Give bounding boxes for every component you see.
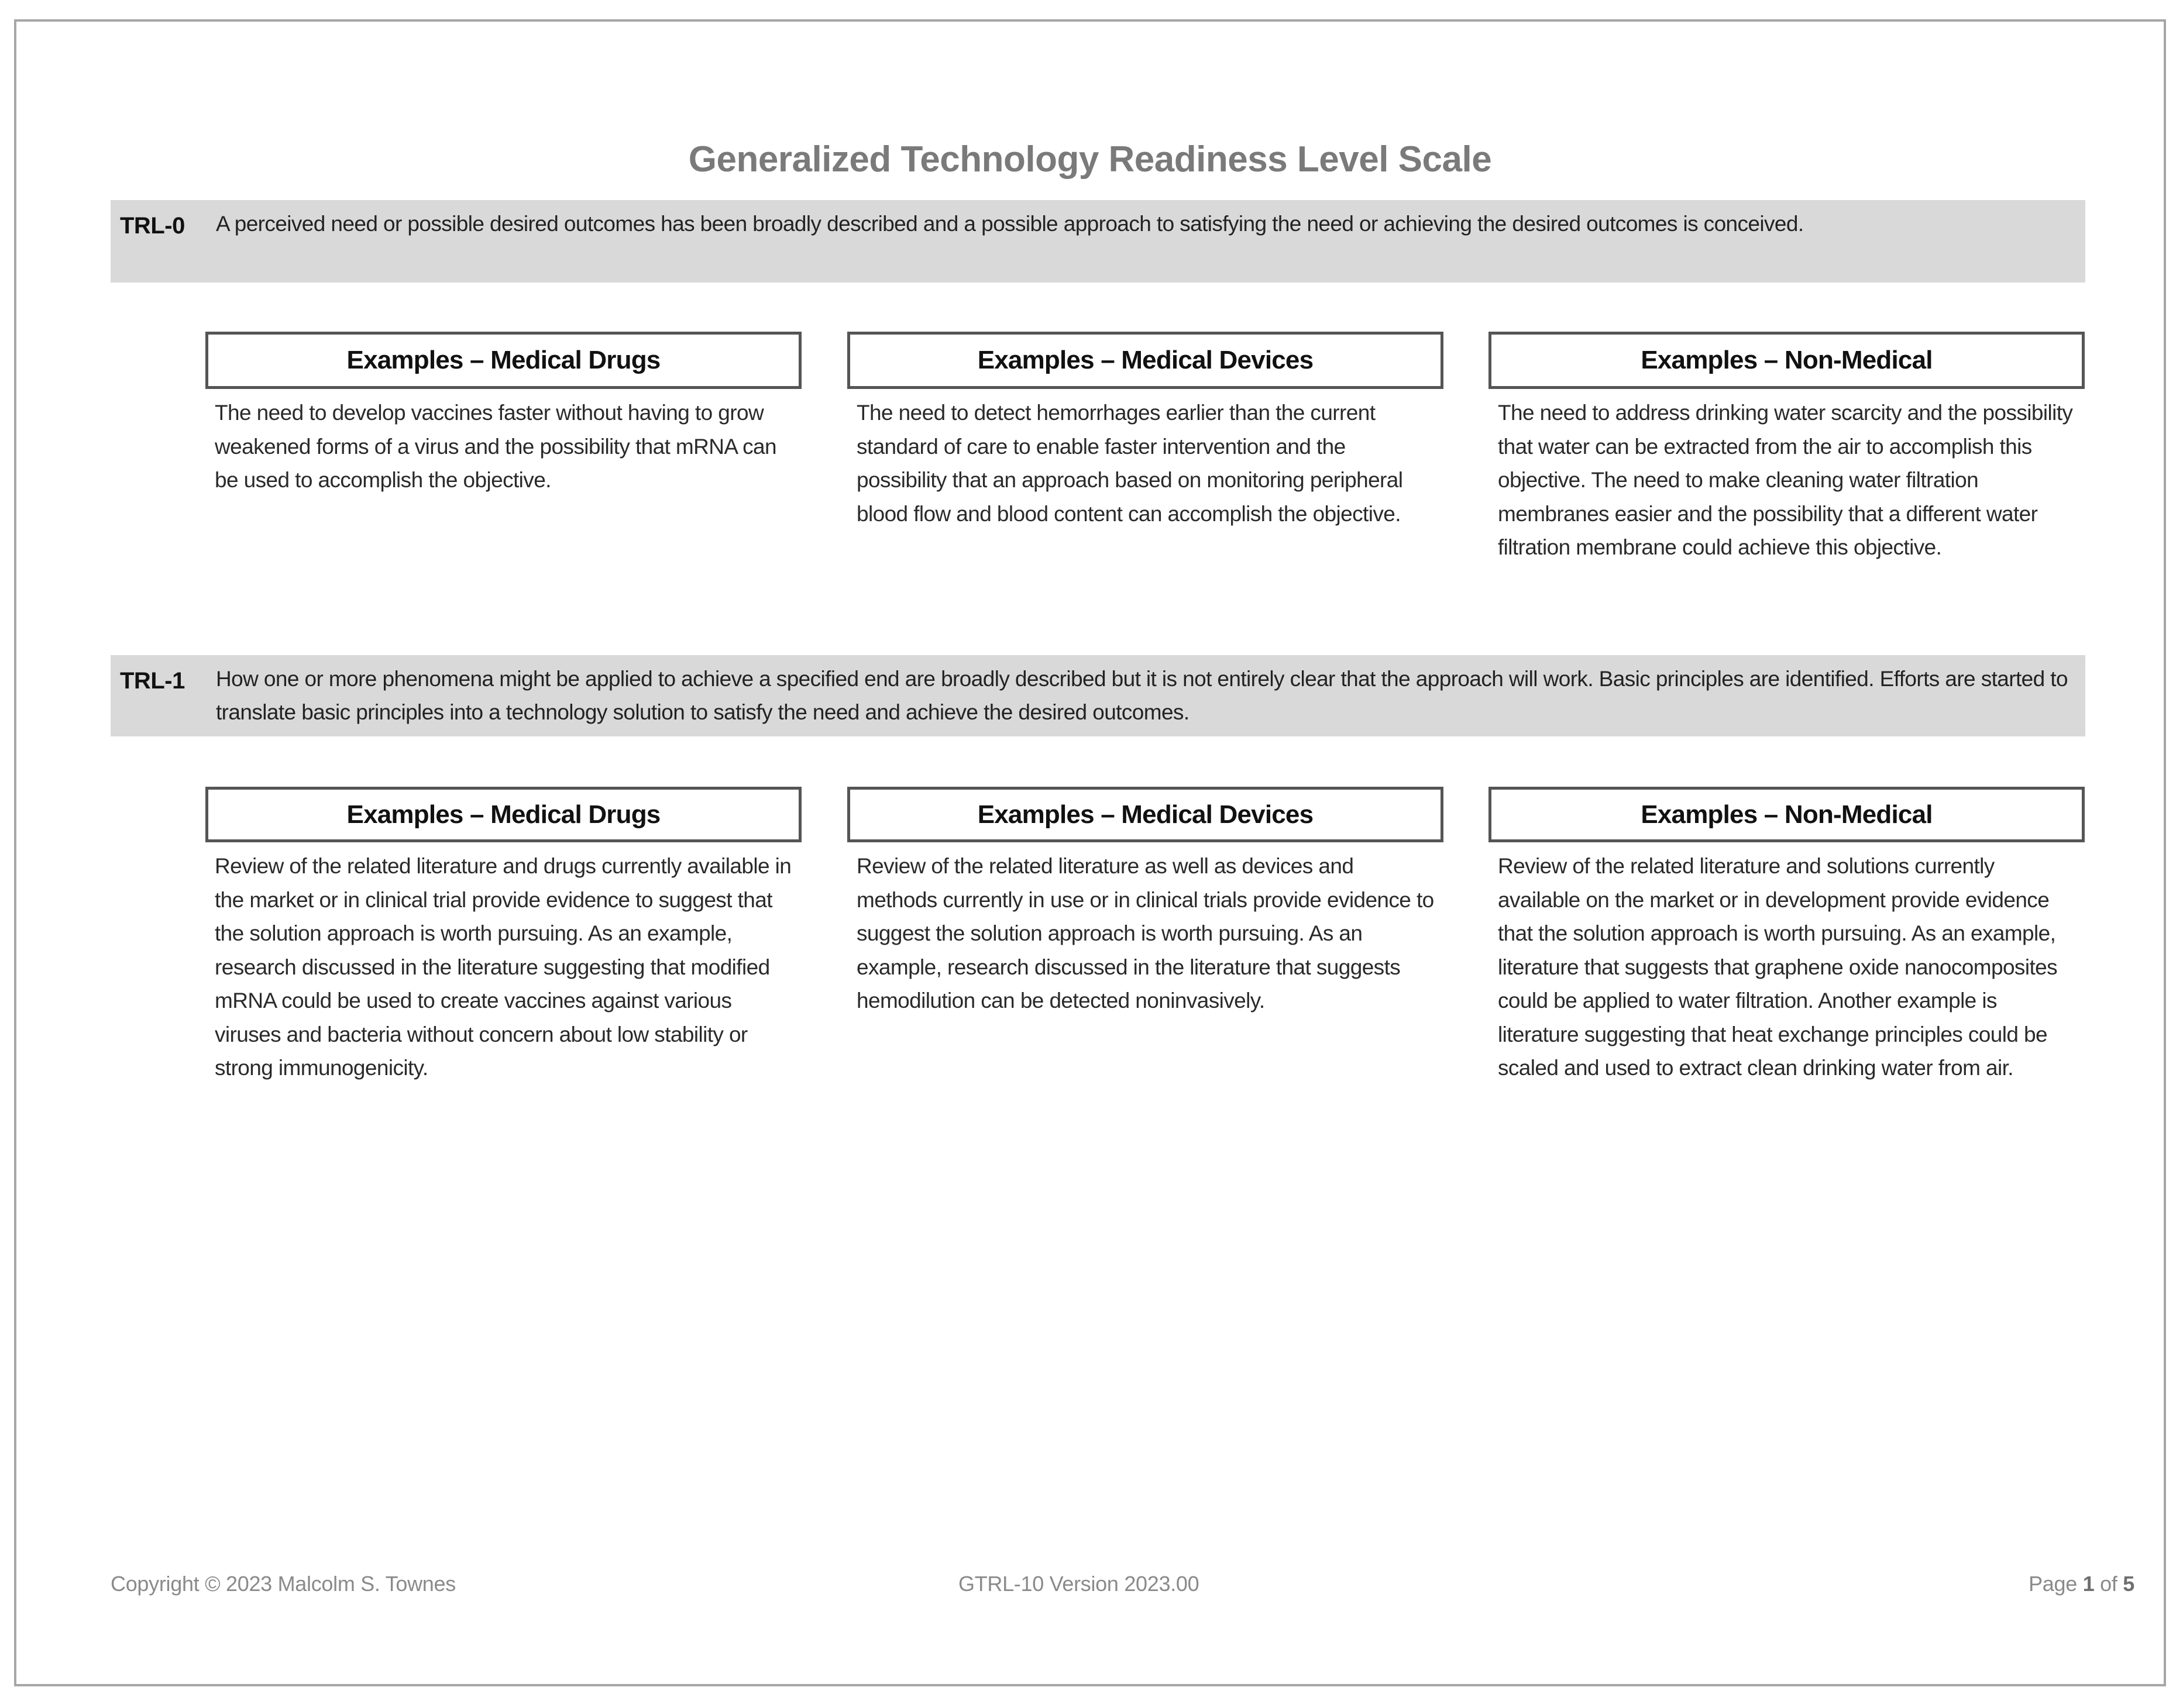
example-medical-devices bbox=[847, 787, 1443, 1018]
example-body: The need to detect hemorrhages earlier than the current standard of care to enable faster intervention and the possibility that an approach based on monitoring peripheral blood flow and blood content can accomplish the objective. bbox=[857, 401, 1403, 526]
example-body: The need to address drinking water scarcity and the possibility that water can be extracted from the air to accomplish this objective. The need to make cleaning water filtration membranes easier and the possibility that a different water filtration membrane could achieve this objective. bbox=[1498, 401, 2073, 559]
example-body: The need to develop vaccines faster without having to grow weakened forms of a virus and the possibility that mRNA can be used to accomplish the objective. bbox=[215, 401, 776, 492]
example-header: Examples – Medical Devices bbox=[847, 787, 1443, 842]
footer-page-number bbox=[2029, 1572, 2134, 1596]
footer-version: GTRL-10 Version 2023.00 bbox=[958, 1572, 1199, 1596]
example-non-medical bbox=[1488, 787, 2085, 1085]
example-non-medical bbox=[1488, 332, 2085, 564]
example-header: Examples – Medical Devices bbox=[847, 332, 1443, 389]
example-header: Examples – Non-Medical bbox=[1488, 332, 2085, 389]
page-total: 5 bbox=[2123, 1572, 2134, 1596]
example-medical-devices bbox=[847, 332, 1443, 531]
example-medical-drugs bbox=[205, 787, 802, 1085]
page-of: of bbox=[2100, 1572, 2117, 1596]
example-medical-drugs bbox=[205, 332, 802, 497]
page-title: Generalized Technology Readiness Level Scale bbox=[688, 139, 1492, 180]
trl-level-description: How one or more phenomena might be applied to achieve a specified end are broadly described but it is not entirely clear that the approach will work. Basic principles are identified. Efforts are started to translate basic principles into a technology solution to satisfy the need and achieve the desired outcomes. bbox=[216, 667, 2068, 724]
example-body: Review of the related literature and solutions currently available on the market or in development provide evidence that the solution approach is worth pursuing. As an example, literature that suggests that graphene oxide nanocomposites could be applied to water filtration. Another example is literature suggesting that heat exchange principles could be scaled and used to extract clean drinking water from air. bbox=[1498, 854, 2058, 1080]
trl-level-label: TRL-0 bbox=[120, 213, 185, 239]
trl-0-band bbox=[111, 200, 2085, 283]
example-header: Examples – Non-Medical bbox=[1488, 787, 2085, 842]
example-body: Review of the related literature as well as devices and methods currently in use or in clinical trials provide evidence to suggest the solution approach is worth pursuing. As an example, research discussed in the literature that suggests hemodilution can be detected noninvasively. bbox=[857, 854, 1434, 1013]
footer-copyright: Copyright © 2023 Malcolm S. Townes bbox=[111, 1572, 456, 1596]
example-header: Examples – Medical Drugs bbox=[205, 787, 802, 842]
trl-level-description: A perceived need or possible desired outcomes has been broadly described and a possible approach to satisfying the need or achieving the desired outcomes is conceived. bbox=[216, 212, 1804, 236]
page-prefix: Page bbox=[2029, 1572, 2077, 1596]
trl-level-label: TRL-1 bbox=[120, 668, 185, 694]
document-page bbox=[14, 19, 2166, 1686]
trl-1-band bbox=[111, 655, 2085, 736]
example-header: Examples – Medical Drugs bbox=[205, 332, 802, 389]
example-body: Review of the related literature and drugs currently available in the market or in clinical trial provide evidence to suggest that the solution approach is worth pursuing. As an example, research discussed in the literature suggesting that modified mRNA could be used to create vaccines against various viruses and bacteria without concern about low stability or strong immunogenicity. bbox=[215, 854, 792, 1080]
page-current: 1 bbox=[2082, 1572, 2095, 1596]
